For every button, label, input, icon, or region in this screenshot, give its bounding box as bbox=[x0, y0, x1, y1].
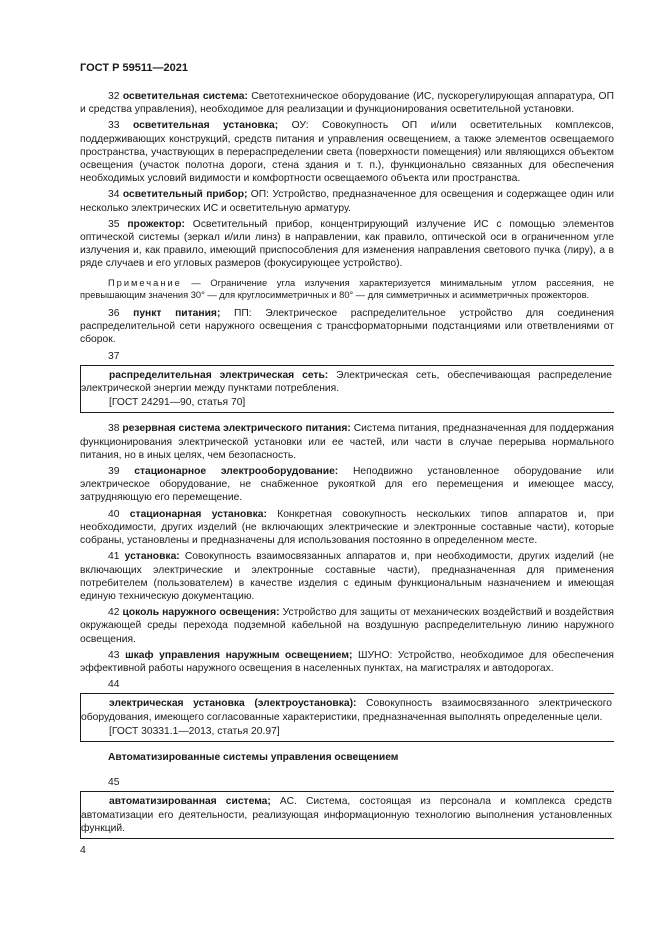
source-reference: [ГОСТ 30331.1—2013, статья 20.97] bbox=[109, 725, 280, 737]
term-entry: 33 осветительная установка; ОУ: Совокупность ОП и/или осветительных комплексов, поддерживающих конструкций, средств питания и управления освещением, а также элементов освещаемого пространства, участвующих в перераспределении света (поверхности помещения) или являющихся объектом освещения (участок полотна дороги, стена здания и т. п.), функционально связанных для обеспечения необходимых условий видимости и комфортности освещаемого объекта или пространства. bbox=[80, 120, 614, 185]
term-entry: 34 осветительный прибор; ОП: Устройство, предназначенное для освещения и содержащее один или несколько электрических ИС и осветительную арматуру. bbox=[80, 189, 615, 214]
term-entry: 32 осветительная система: Светотехническое оборудование (ИС, пускорегулирующая аппаратура, ОП и средства управления), необходимое для реализации и функционирования осветительной установки. bbox=[80, 91, 614, 116]
term-entry: 43 шкаф управления наружным освещением; ШУНО: Устройство, необходимое для обеспечения эффективной работы наружного освещения в населенных пунктах, на магистралях и автодорогах. bbox=[80, 649, 614, 674]
document-body bbox=[80, 90, 614, 848]
term-entry: 35 прожектор: Осветительный прибор, концентрирующий излучение ИС с помощью элементов оптической системы (зеркал и/или линз) в направлении, как правило, оптической оси в ограниченном угле излучения и, как правило, имеющий приспособления для изменения направления светового пучка (лиру), а в ряде случаев и его угловых размеров (фокусирующее устройство). bbox=[80, 218, 614, 270]
term-entry: распределительная электрическая сеть: Электрическая сеть, обеспечивающая распределение электрической энергии между пунктами потребления. bbox=[81, 369, 612, 395]
page-number: 4 bbox=[80, 844, 86, 856]
note: Примечание — Ограничение угла излучения характеризуется минимальным углом рассеяния, не превышающим значения 30° — для круглосимметричных и 80° — для симметричных и асимметричных прожекторов. bbox=[80, 277, 614, 300]
term-entry: электрическая установка (электроустановка): Совокупность взаимосвязанного электрического оборудования, имеющего согласованные характеристики, предназначенная выполнять определенные цели. bbox=[81, 698, 612, 723]
document-code: ГОСТ Р 59511—2021 bbox=[80, 62, 188, 74]
source-reference: [ГОСТ 24291—90, статья 70] bbox=[109, 397, 246, 409]
quoted-term-box bbox=[80, 791, 614, 839]
term-entry: 42 цоколь наружного освещения: Устройство для защиты от механических воздействий и воздействия окружающей среды перехода подземной кабельной на воздушную распределительную линию наружного освещения. bbox=[80, 607, 614, 645]
term-entry: автоматизированная система; АС. Система, состоящая из персонала и комплекса средств автоматизации его деятельности, реализующая информационную технологию выполнения установленных функций. bbox=[81, 796, 612, 834]
term-number: 37 bbox=[108, 350, 120, 362]
term-number: 44 bbox=[108, 679, 120, 691]
term-entry: 38 резервная система электрического питания: Система питания, предназначенная для поддержания функционирования электрической установки или ее частей, или части в случае перерыва нормального питания, но в иных целях, чем безопасность. bbox=[80, 423, 614, 461]
term-entry: 41 установка: Совокупность взаимосвязанных аппаратов и, при необходимости, других изделий (не включающих электрические и электронные составные части), предназначенная для применения потребителем (пользователем) в качестве изделия с единым функциональным назначением и имеющая единую техническую документацию. bbox=[80, 551, 614, 602]
term-entry: 40 стационарная установка: Конкретная совокупность нескольких типов аппаратов и, при необходимости, других изделий (не включающих электрические и электронные составные части), которые собраны, установлены и предназначены для использования постоянно в определенном месте. bbox=[80, 508, 614, 547]
term-entry: 36 пункт питания; ПП: Электрическое распределительное устройство для соединения распределительной сети наружного освещения с трансформаторными подстанциями или ответвлениями от сборок. bbox=[80, 308, 614, 346]
term-number: 45 bbox=[108, 777, 120, 789]
section-title: Автоматизированные системы управления освещением bbox=[108, 751, 399, 763]
quoted-term-box bbox=[80, 365, 614, 414]
quoted-term-box bbox=[80, 693, 614, 742]
term-entry: 39 стационарное электрооборудование: Неподвижно установленное оборудование или электрическое оборудование, не снабженное рукояткой для его перемещения и имеющее массу, затрудняющую его перемещение. bbox=[80, 466, 614, 504]
